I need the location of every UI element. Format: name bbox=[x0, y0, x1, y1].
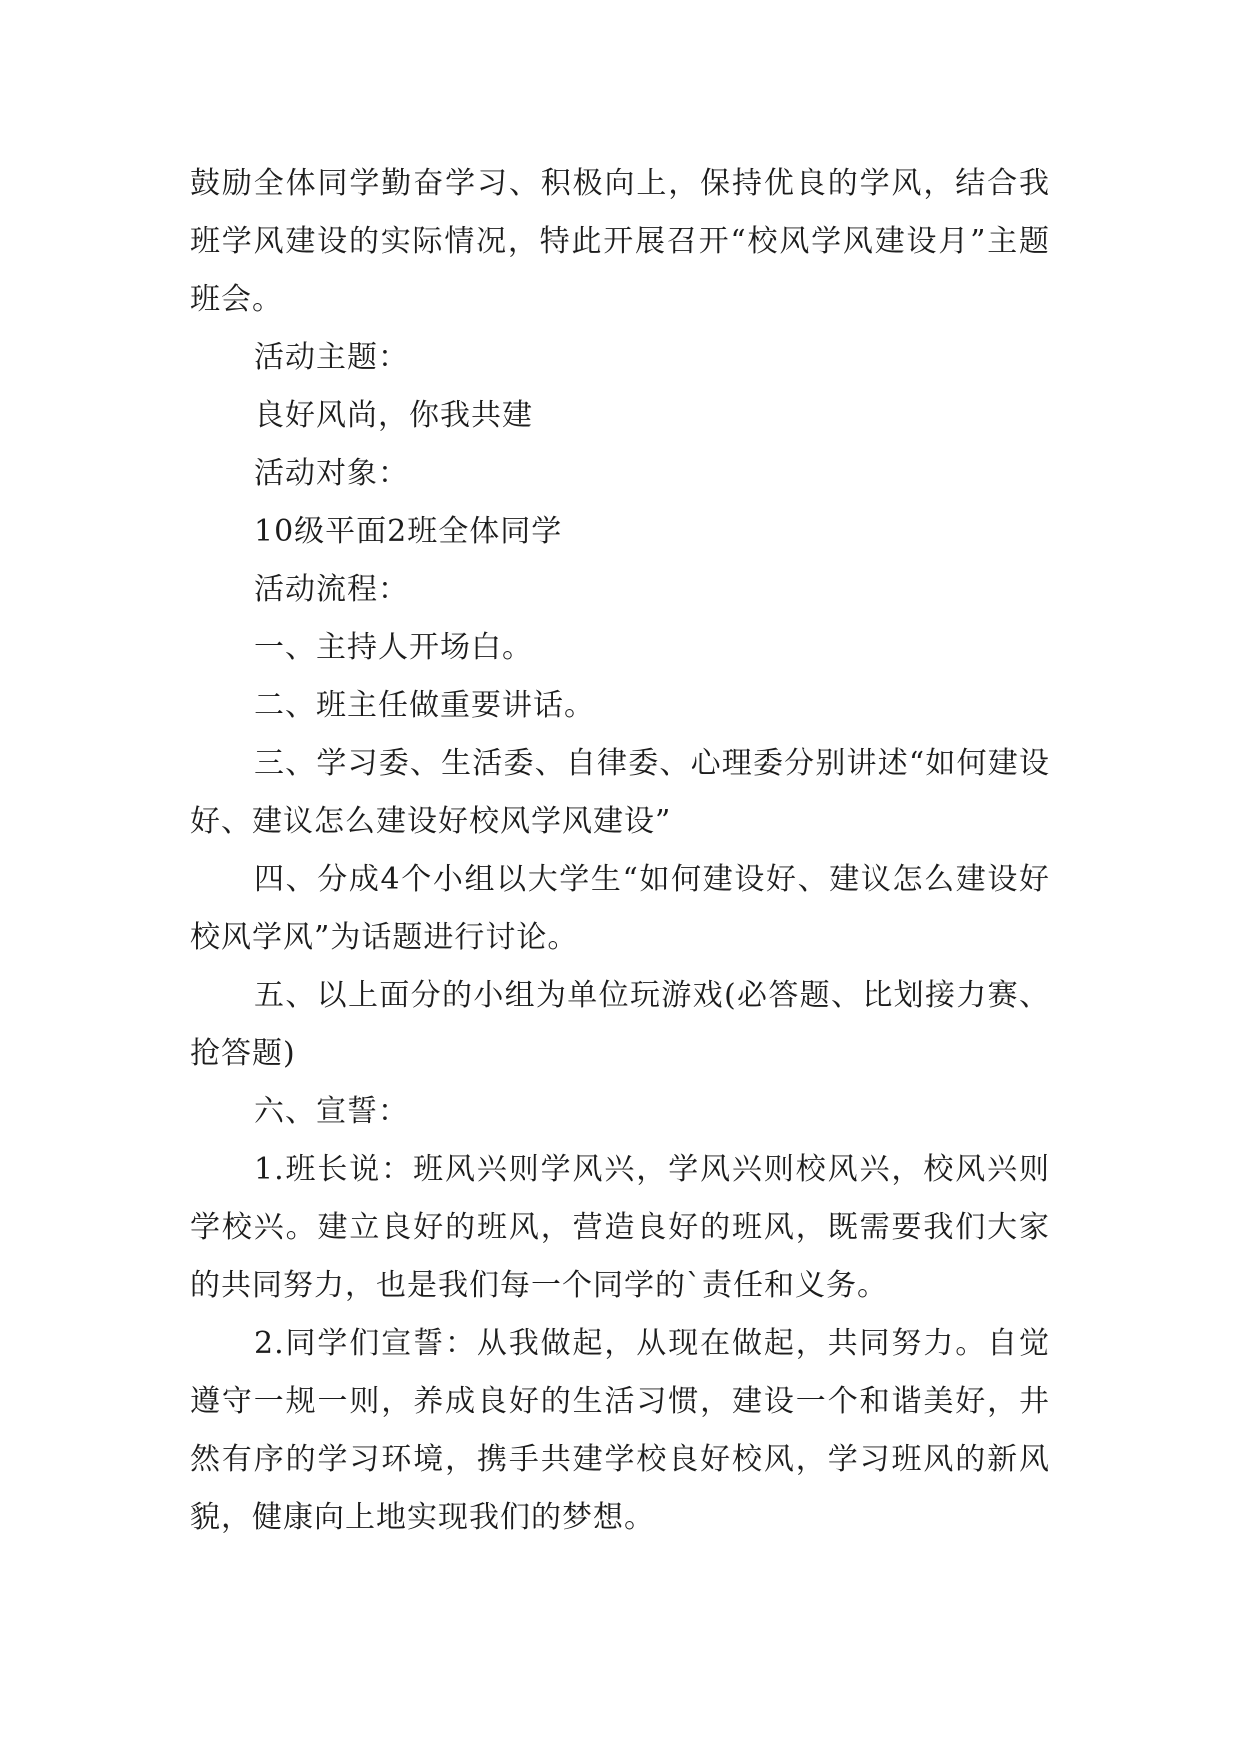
paragraph-step-1: 一、主持人开场白。 bbox=[254, 630, 533, 665]
paragraph-audience-value: 10级平面2班全体同学 bbox=[254, 514, 563, 549]
paragraph-intro: 鼓励全体同学勤奋学习、积极向上，保持优良的学风，结合我班学风建设的实际情况，特此开展召开“校风学风建设月”主题班会。 bbox=[190, 166, 1050, 317]
paragraph-theme-heading: 活动主题： bbox=[254, 340, 409, 375]
paragraph-process-heading: 活动流程： bbox=[254, 572, 409, 607]
paragraph-step-4: 四、分成4个小组以大学生“如何建设好、建议怎么建设好校风学风”为话题进行讨论。 bbox=[190, 862, 1050, 955]
paragraph-audience-heading: 活动对象： bbox=[254, 456, 409, 491]
paragraph-theme-value: 良好风尚，你我共建 bbox=[254, 398, 533, 433]
paragraph-oath-2: 2.同学们宣誓：从我做起，从现在做起，共同努力。自觉遵守一规一则，养成良好的生活习惯，建设一个和谐美好，井然有序的学习环境，携手共建学校良好校风，学习班风的新风貌，健康向上地实现我们的梦想。 bbox=[190, 1326, 1050, 1535]
document-body bbox=[190, 155, 1050, 1547]
paragraph-step-3: 三、学习委、生活委、自律委、心理委分别讲述“如何建设好、建议怎么建设好校风学风建设” bbox=[190, 746, 1050, 839]
paragraph-step-6: 六、宣誓： bbox=[254, 1094, 409, 1129]
paragraph-step-5: 五、以上面分的小组为单位玩游戏(必答题、比划接力赛、抢答题) bbox=[190, 978, 1050, 1071]
paragraph-oath-1: 1.班长说：班风兴则学风兴，学风兴则校风兴，校风兴则学校兴。建立良好的班风，营造良好的班风，既需要我们大家的共同努力，也是我们每一个同学的`责任和义务。 bbox=[190, 1152, 1050, 1303]
paragraph-step-2: 二、班主任做重要讲话。 bbox=[254, 688, 595, 723]
